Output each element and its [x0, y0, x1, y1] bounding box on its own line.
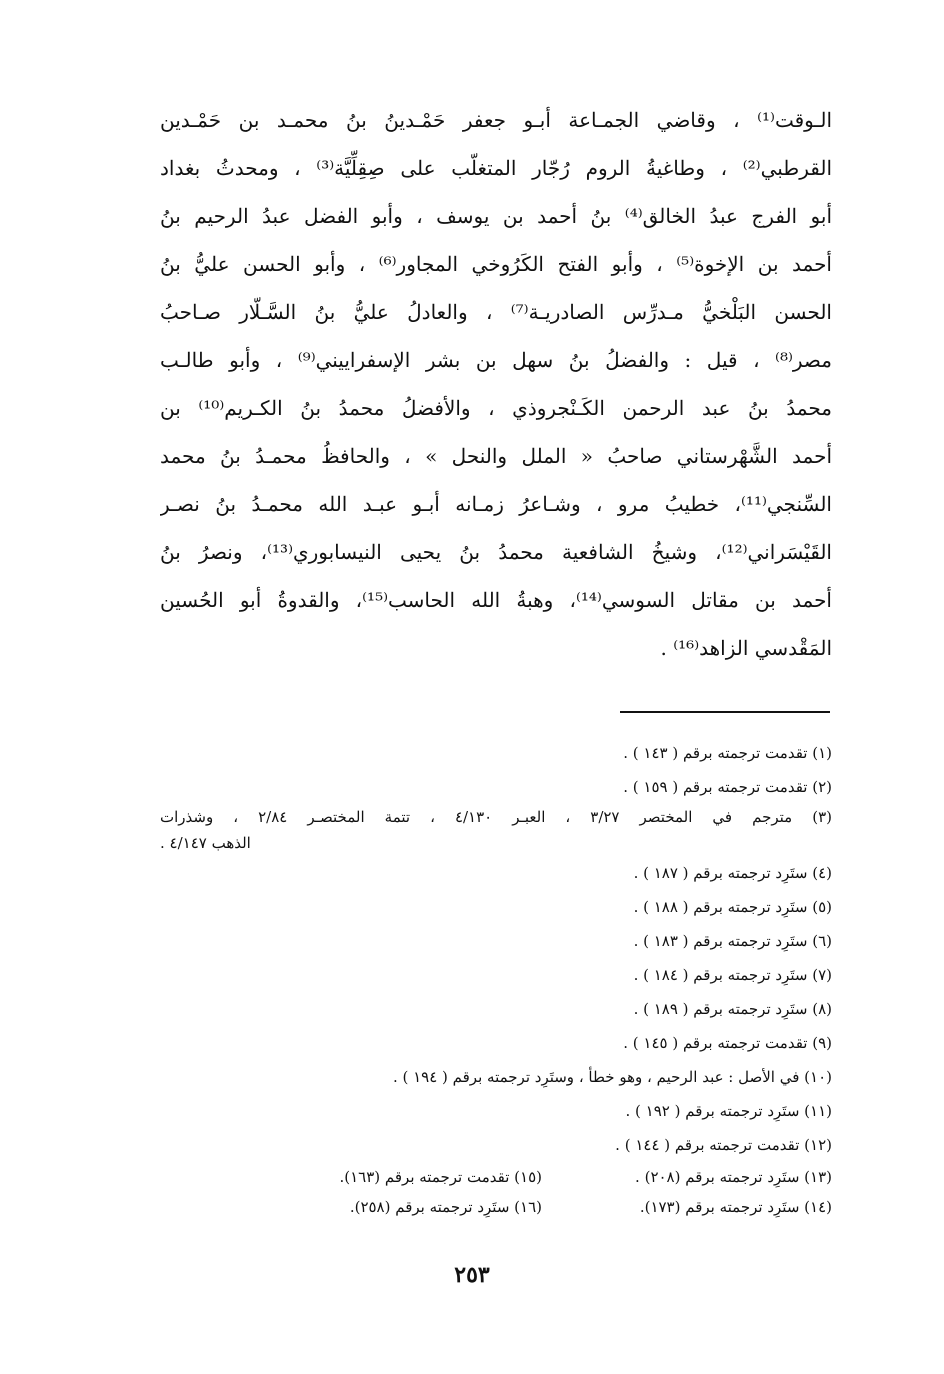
text-line-9: السِّنجي⁽¹¹⁾، خطيبُ مرو ، وشـاعرُ زمـانه أبـو عبـد الله محمـدُ بنُ نصـر: [160, 492, 832, 516]
footnote-separator: [620, 711, 830, 713]
footnote-14: (١٤) ستَرِد ترجمته برقم (١٧٣).: [639, 1198, 832, 1216]
text-line-11: أحمد بن مقاتل السوسي⁽¹⁴⁾، وهبةُ الله الحاسب⁽¹⁵⁾، والقدوةُ أبو الحُسين: [160, 588, 832, 612]
text-line-3: أبو الفرج عبدُ الخالق⁽⁴⁾ بنُ أحمد بن يوسف ، وأبو الفضل عبدُ الرحيم بنُ: [160, 204, 832, 228]
footnote-row-13-15: [160, 1162, 832, 1192]
footnote-7: (٧) ستَرِد ترجمته برقم ( ١٨٤ ) .: [633, 966, 832, 984]
footnote-row-14-16: [160, 1192, 832, 1222]
footnote-3-continuation: الذهب ٤/١٤٧ .: [160, 834, 251, 852]
footnote-1: (١) تقدمت ترجمته برقم ( ١٤٣ ) .: [623, 744, 832, 762]
footnote-16: (١٦) ستَرِد ترجمته برقم (٢٥٨).: [349, 1198, 542, 1216]
footnote-5: (٥) ستَرِد ترجمته برقم ( ١٨٨ ) .: [633, 898, 832, 916]
text-line-10: القَيْسَراني⁽¹²⁾، وشيخُ الشافعية محمدُ بنُ يحيى النيسابوري⁽¹³⁾، ونصرُ بنُ: [160, 540, 832, 564]
text-line-1: الـوقت⁽¹⁾ ، وقاضي الجمـاعة أبـو جعفر حَمْـدينُ بنُ محمـد بن حَمْـدين: [160, 108, 832, 132]
footnote-3-line-2: [160, 830, 832, 856]
text-line-4: أحمد بن الإخوة⁽⁵⁾ ، وأبو الفتح الكَرُوخي المجاور⁽⁶⁾ ، وأبو الحسن عليُّ بنُ: [160, 252, 832, 276]
footnote-8: (٨) ستَرِد ترجمته برقم ( ١٨٩ ) .: [633, 1000, 832, 1018]
text-line-12: المَقْدسي الزاهد⁽¹⁶⁾ .: [660, 636, 832, 660]
footnote-10: (١٠) في الأصل : عبد الرحيم ، وهو خطأ ، وستَرِد ترجمته برقم ( ١٩٤ ) .: [392, 1068, 832, 1086]
footnote-6: (٦) ستَرِد ترجمته برقم ( ١٨٣ ) .: [633, 932, 832, 950]
footnote-15: (١٥) تقدمت ترجمته برقم (١٦٣).: [339, 1168, 542, 1186]
main-text-block: [160, 96, 832, 672]
text-line-8: أحمد الشَّهْرستاني صاحبُ « الملل والنحل » ، والحافظُ محمـدُ بنُ محمد: [160, 444, 832, 468]
page-number: ٢٥٣: [454, 1262, 490, 1288]
text-line-6: مصر⁽⁸⁾ ، قيل : والفضلُ بنُ سهل بن بشر الإسفراييني⁽⁹⁾ ، وأبو طالـب: [160, 348, 832, 372]
text-line-5: الحسن البَلْخيُّ مـدرِّس الصادريـة⁽⁷⁾ ، والعادلُ عليُّ بنُ السَّـلّار صـاحبُ: [160, 300, 832, 324]
footnote-4: (٤) ستَرِد ترجمته برقم ( ١٨٧ ) .: [633, 864, 832, 882]
text-line-7: محمدُ بنُ عبد الرحمن الكَـنْجروذي ، والأفضلُ محمدُ بنُ الكـريم⁽¹⁰⁾ بن: [160, 396, 832, 420]
footnote-2: (٢) تقدمت ترجمته برقم ( ١٥٩ ) .: [623, 778, 832, 796]
footnote-9: (٩) تقدمت ترجمته برقم ( ١٤٥ ) .: [623, 1034, 832, 1052]
footnote-3-line-1: (٣) مترجم في المختصر ٣/٢٧ ، العبـر ٤/١٣٠ ، تتمة المختصـر ٢/٨٤ ، وشذرات: [160, 808, 832, 826]
footnote-12: (١٢) تقدمت ترجمته برقم ( ١٤٤ ) .: [615, 1136, 832, 1154]
footnote-13: (١٣) ستَرِد ترجمته برقم (٢٠٨) .: [635, 1168, 832, 1186]
text-line-2: القرطبي⁽²⁾ ، وطاغيةُ الروم رُجّار المتغلّب على صِقِلِّيَّة⁽³⁾ ، ومحدثُ بغداد: [160, 156, 832, 180]
footnotes-block: [160, 736, 832, 1222]
footnote-11: (١١) ستَرِد ترجمته برقم ( ١٩٢ ) .: [625, 1102, 832, 1120]
